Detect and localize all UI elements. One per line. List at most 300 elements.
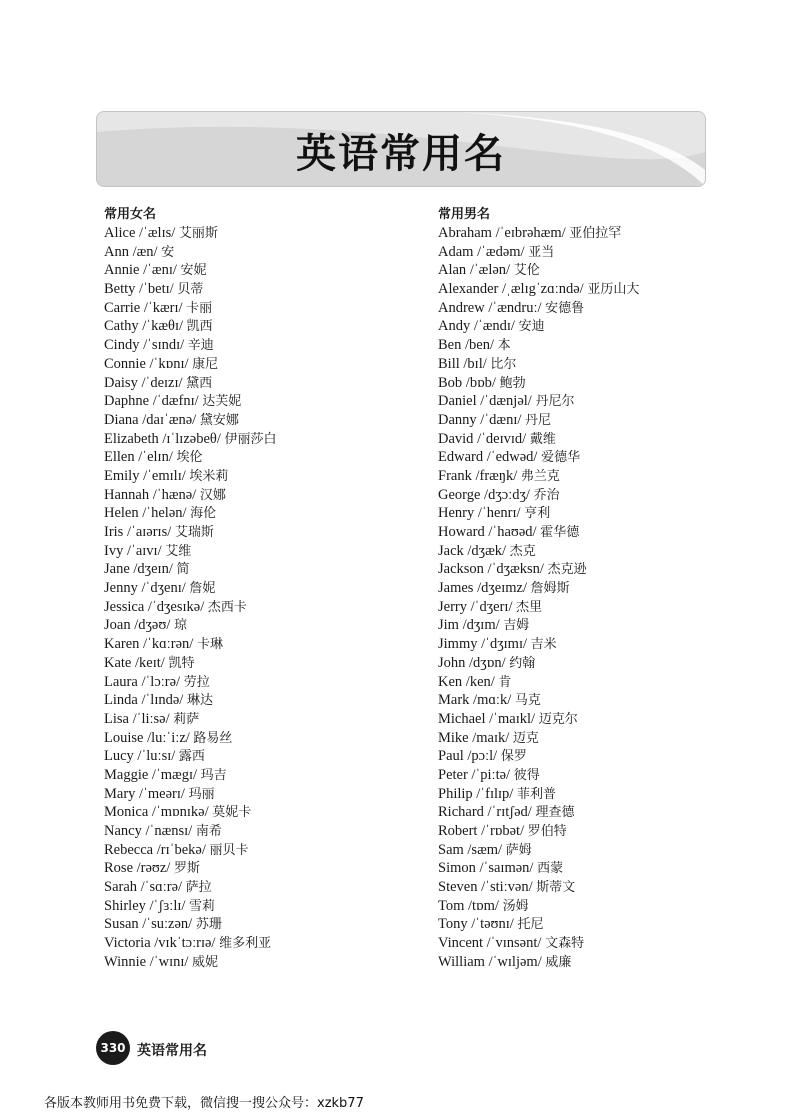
name-chinese: 露西	[178, 749, 205, 765]
name-english: Alexander	[438, 281, 499, 298]
name-chinese: 海伦	[190, 506, 217, 522]
name-phonetic: /dʒɒn/	[469, 654, 506, 671]
name-entry	[104, 448, 277, 467]
name-entry	[438, 915, 639, 934]
name-phonetic: /ˈdænɪ/	[480, 411, 522, 428]
name-english: Annie	[104, 262, 140, 279]
name-entry	[104, 841, 277, 860]
name-chinese: 本	[497, 338, 511, 354]
name-english: William	[438, 953, 485, 970]
name-english: Jimmy	[438, 636, 478, 653]
name-english: Daphne	[104, 393, 150, 410]
name-english: Paul	[438, 748, 464, 765]
name-chinese: 琼	[173, 618, 187, 634]
name-entry	[438, 467, 639, 486]
name-chinese: 辛迪	[187, 338, 214, 354]
name-phonetic: /ˈbetɪ/	[139, 281, 174, 298]
name-english: Jim	[438, 617, 459, 634]
name-entry	[438, 766, 639, 785]
name-phonetic: /dʒəʊ/	[134, 617, 171, 634]
name-english: David	[438, 430, 474, 447]
name-english: Diana	[104, 411, 139, 428]
name-phonetic: /ˈmɒnɪkə/	[151, 804, 209, 821]
name-chinese: 简	[176, 562, 190, 578]
name-phonetic: /ˈliːsə/	[132, 710, 170, 727]
name-english: Helen	[104, 505, 139, 522]
name-chinese: 莫妮卡	[212, 805, 252, 821]
name-phonetic: /ˈdʒɪmɪ/	[481, 636, 528, 653]
name-english: Richard	[438, 804, 484, 821]
name-phonetic: /vɪkˈtɔːrɪə/	[154, 935, 216, 952]
name-entry	[438, 859, 639, 878]
name-entry	[104, 392, 277, 411]
name-phonetic: /dʒæk/	[467, 542, 507, 559]
name-entry	[438, 280, 639, 299]
name-english: Maggie	[104, 766, 149, 783]
name-english: Ken	[438, 673, 463, 690]
name-entry	[438, 710, 639, 729]
name-chinese: 亚当	[528, 244, 555, 260]
name-chinese: 安德鲁	[545, 300, 585, 316]
name-chinese: 威廉	[545, 954, 572, 970]
name-english: Cindy	[104, 337, 140, 354]
name-english: Frank	[438, 467, 472, 484]
name-phonetic: /ˈænɪ/	[143, 262, 177, 279]
name-chinese: 杰克	[509, 543, 536, 559]
name-english: Daniel	[438, 393, 477, 410]
name-english: Susan	[104, 916, 139, 933]
name-english: Vincent	[438, 935, 484, 952]
footer-section-label: 英语常用名	[137, 1043, 207, 1059]
name-english: Karen	[104, 636, 140, 653]
name-english: Abraham	[438, 225, 492, 241]
name-phonetic: /ˈælɪs/	[139, 225, 176, 241]
name-chinese: 罗斯	[173, 861, 200, 877]
name-chinese: 汤姆	[502, 898, 529, 914]
name-chinese: 霍华德	[540, 525, 580, 540]
name-english: Sam	[438, 841, 464, 858]
name-entry	[104, 915, 277, 934]
name-entry	[104, 616, 277, 635]
name-chinese: 安妮	[180, 263, 207, 279]
name-chinese: 琳达	[186, 693, 213, 709]
name-entry	[438, 934, 639, 953]
name-english: Jane	[104, 561, 130, 578]
name-chinese: 埃伦	[176, 450, 203, 466]
name-chinese: 莉萨	[173, 711, 200, 727]
name-entry	[104, 710, 277, 729]
name-entry	[104, 336, 277, 355]
name-chinese: 安	[161, 244, 175, 260]
name-phonetic: /sæm/	[467, 841, 503, 858]
name-phonetic: /ˈstiːvən/	[481, 879, 533, 896]
name-english: Ben	[438, 337, 462, 354]
name-phonetic: /ˈdænjəl/	[480, 393, 532, 410]
name-phonetic: /ˈdʒæksn/	[487, 561, 544, 578]
name-english: George	[438, 486, 481, 503]
name-phonetic: /ˈsaɪmən/	[479, 860, 534, 877]
name-phonetic: /æn/	[132, 243, 158, 260]
name-phonetic: /ˈlɪndə/	[141, 692, 184, 709]
name-english: Ellen	[104, 449, 135, 466]
name-phonetic: /ˈkɑːrən/	[143, 636, 194, 653]
name-entry	[104, 430, 277, 449]
name-english: Kate	[104, 654, 132, 671]
male-names-column	[438, 205, 639, 972]
name-entry	[104, 747, 277, 766]
name-chinese: 彼得	[513, 767, 540, 783]
name-english: Jack	[438, 542, 464, 559]
name-phonetic: /ˈædəm/	[477, 243, 525, 260]
name-entry	[438, 635, 639, 654]
name-phonetic: /ˈlɔːrə/	[141, 673, 181, 690]
name-phonetic: /ˈsɪndɪ/	[143, 337, 185, 354]
name-english: Alice	[104, 225, 136, 241]
name-phonetic: /ˈdæfnɪ/	[152, 393, 199, 410]
name-phonetic: /dʒeɪn/	[133, 561, 173, 578]
name-entry	[438, 579, 639, 598]
name-phonetic: /ˈsɑːrə/	[140, 879, 183, 896]
female-names-list	[104, 224, 277, 972]
name-english: Michael	[438, 710, 486, 727]
name-phonetic: /maɪk/	[472, 729, 510, 746]
name-chinese: 亚历山大	[587, 282, 640, 298]
name-chinese: 丹尼	[525, 412, 552, 428]
name-chinese: 卡丽	[186, 300, 213, 316]
name-phonetic: /ˈkɒnɪ/	[149, 355, 189, 372]
name-phonetic: /ˈmaɪkl/	[489, 710, 536, 727]
name-english: Andrew	[438, 299, 485, 316]
name-phonetic: /ˈkæθɪ/	[142, 318, 184, 335]
name-chinese: 西蒙	[537, 861, 564, 877]
name-phonetic: /ˈwɪljəm/	[488, 953, 542, 970]
name-english: Winnie	[104, 953, 147, 970]
name-phonetic: /ˈtəʊnɪ/	[471, 916, 514, 933]
name-entry	[438, 430, 639, 449]
name-chinese: 南希	[195, 824, 222, 839]
name-entry	[104, 374, 277, 393]
name-chinese: 伊丽莎白	[224, 431, 277, 447]
name-phonetic: /ˈvɪnsənt/	[486, 935, 542, 952]
name-phonetic: /ˈʃɜːlɪ/	[149, 897, 186, 914]
name-entry	[104, 729, 277, 748]
name-chinese: 康尼	[192, 356, 219, 372]
name-phonetic: /ˈændɪ/	[473, 318, 515, 335]
name-entry	[104, 766, 277, 785]
name-chinese: 凯西	[186, 319, 213, 335]
name-entry	[438, 729, 639, 748]
name-phonetic: /ˈændruː/	[488, 299, 542, 316]
name-english: Lisa	[104, 710, 129, 727]
name-entry	[104, 803, 277, 822]
name-english: Alan	[438, 262, 467, 279]
name-english: Sarah	[104, 879, 138, 896]
name-chinese: 丹尼尔	[535, 394, 575, 410]
name-entry	[104, 598, 277, 617]
name-entry	[438, 897, 639, 916]
name-entry	[438, 878, 639, 897]
name-entry	[438, 691, 639, 710]
name-phonetic: /pɔːl/	[467, 748, 498, 765]
name-entry	[104, 897, 277, 916]
page-title: 英语常用名	[296, 131, 506, 177]
name-chinese: 威妮	[192, 954, 219, 970]
name-entry	[104, 411, 277, 430]
name-entry	[438, 542, 639, 561]
name-phonetic: /rɪˈbekə/	[156, 841, 206, 858]
name-phonetic: /dʒɔːdʒ/	[484, 486, 530, 503]
name-entry	[438, 673, 639, 692]
name-phonetic: /bɒb/	[465, 374, 496, 391]
name-english: Nancy	[104, 823, 142, 839]
name-english: Jenny	[104, 580, 138, 597]
name-chinese: 吉姆	[503, 618, 530, 634]
watermark-text: 各版本教师用书免费下载，微信搜一搜公众号：xzkb77	[44, 1096, 364, 1111]
name-chinese: 乔治	[533, 487, 560, 503]
name-english: Danny	[438, 411, 477, 428]
name-english: Carrie	[104, 299, 141, 316]
name-chinese: 艾伦	[513, 263, 540, 279]
name-entry	[438, 785, 639, 804]
name-chinese: 埃米莉	[189, 468, 229, 484]
name-english: Shirley	[104, 897, 146, 914]
name-entry	[104, 654, 277, 673]
name-english: John	[438, 654, 466, 671]
name-chinese: 艾瑞斯	[174, 525, 214, 540]
name-entry	[104, 224, 277, 243]
name-phonetic: /ken/	[465, 673, 495, 690]
name-entry	[104, 822, 277, 841]
name-entry	[104, 261, 277, 280]
name-english: Robert	[438, 823, 478, 839]
name-phonetic: /ˈeɪbrəhæm/	[495, 225, 566, 241]
name-phonetic: /ˈhaʊəd/	[488, 524, 537, 540]
name-english: Victoria	[104, 935, 151, 952]
name-chinese: 萨拉	[185, 880, 212, 896]
name-entry	[438, 224, 639, 243]
name-entry	[104, 579, 277, 598]
name-entry	[438, 411, 639, 430]
name-entry	[104, 317, 277, 336]
name-chinese: 路易丝	[193, 730, 233, 746]
name-phonetic: /ˈhelən/	[142, 505, 187, 522]
name-phonetic: /ˈkærɪ/	[143, 299, 183, 316]
name-phonetic: /ˌælɪgˈzɑːndə/	[502, 281, 584, 298]
name-chinese: 黛安娜	[199, 412, 239, 428]
name-chinese: 詹姆斯	[530, 581, 570, 597]
name-english: Monica	[104, 804, 149, 821]
name-entry	[438, 243, 639, 262]
name-entry	[438, 841, 639, 860]
name-chinese: 文森特	[545, 936, 585, 952]
page-number-badge: 330	[96, 1031, 130, 1065]
name-entry	[438, 598, 639, 617]
name-chinese: 贝蒂	[177, 282, 204, 298]
name-entry	[104, 878, 277, 897]
name-entry	[438, 392, 639, 411]
female-names-heading: 常用女名	[104, 207, 157, 222]
name-entry	[104, 280, 277, 299]
name-phonetic: /ˈaɪvɪ/	[126, 542, 162, 559]
name-entry	[104, 635, 277, 654]
name-english: Ivy	[104, 542, 124, 559]
name-phonetic: /tɒm/	[468, 897, 499, 914]
name-phonetic: /ˈmeərɪ/	[139, 785, 185, 802]
name-chinese: 玛吉	[200, 767, 227, 783]
name-chinese: 迈克	[512, 730, 539, 746]
name-chinese: 杰西卡	[207, 599, 247, 615]
name-english: Betty	[104, 281, 136, 298]
name-entry	[438, 822, 639, 841]
name-chinese: 汉娜	[199, 487, 226, 503]
name-entry	[104, 953, 277, 972]
name-phonetic: /luːˈiːz/	[147, 729, 190, 746]
name-entry	[438, 803, 639, 822]
name-chinese: 爱德华	[541, 450, 581, 466]
name-phonetic: /ˈemɪlɪ/	[143, 467, 186, 484]
name-entry	[104, 355, 277, 374]
name-phonetic: /ˈdʒenɪ/	[141, 580, 186, 597]
name-entry	[104, 243, 277, 262]
name-entry	[104, 859, 277, 878]
name-chinese: 肯	[498, 674, 512, 690]
name-chinese: 斯蒂文	[536, 880, 576, 896]
name-chinese: 丽贝卡	[209, 842, 249, 858]
name-phonetic: /ɪˈlɪzəbeθ/	[162, 430, 221, 447]
name-chinese: 艾维	[165, 543, 192, 559]
name-phonetic: /fræŋk/	[475, 467, 518, 484]
title-banner	[96, 111, 706, 187]
name-phonetic: /ˈdeɪvɪd/	[477, 430, 527, 447]
name-chinese: 萨姆	[505, 842, 532, 858]
name-entry	[438, 523, 639, 542]
name-entry	[104, 523, 277, 542]
name-english: Jessica	[104, 598, 145, 615]
name-english: Louise	[104, 729, 144, 746]
name-phonetic: /daɪˈænə/	[142, 411, 197, 428]
name-phonetic: /ˈnænsɪ/	[145, 823, 193, 839]
name-entry	[438, 654, 639, 673]
name-chinese: 迈克尔	[538, 711, 578, 727]
name-chinese: 达芙妮	[202, 394, 242, 410]
name-phonetic: /mɑːk/	[473, 692, 512, 709]
name-phonetic: /ˈælən/	[469, 262, 511, 279]
name-entry	[438, 560, 639, 579]
name-phonetic: /dʒɪm/	[462, 617, 500, 634]
name-entry	[104, 486, 277, 505]
name-chinese: 艾丽斯	[178, 226, 218, 241]
name-phonetic: /ˈedwəd/	[486, 449, 538, 466]
name-english: Peter	[438, 766, 468, 783]
name-entry	[438, 261, 639, 280]
name-english: Daisy	[104, 374, 138, 391]
name-english: Mike	[438, 729, 469, 746]
name-entry	[104, 542, 277, 561]
name-phonetic: /ˈelɪn/	[138, 449, 173, 466]
name-english: Steven	[438, 879, 478, 896]
name-english: James	[438, 580, 474, 597]
name-entry	[438, 299, 639, 318]
name-phonetic: /ˈdeɪzɪ/	[141, 374, 183, 391]
name-chinese: 保罗	[500, 749, 527, 765]
name-chinese: 鲍勃	[499, 375, 526, 391]
name-phonetic: /ˈdʒesɪkə/	[147, 598, 205, 615]
name-chinese: 黛西	[186, 375, 213, 391]
name-entry	[438, 336, 639, 355]
name-chinese: 戴维	[529, 431, 556, 447]
name-english: Bob	[438, 374, 463, 391]
name-english: Adam	[438, 243, 474, 260]
name-chinese: 托尼	[517, 917, 544, 933]
female-names-column	[104, 205, 277, 972]
name-english: Elizabeth	[104, 430, 159, 447]
name-entry	[438, 448, 639, 467]
name-chinese: 杰克逊	[547, 562, 587, 578]
name-english: Simon	[438, 860, 476, 877]
name-english: Emily	[104, 467, 140, 484]
name-entry	[104, 560, 277, 579]
name-entry	[438, 616, 639, 635]
name-chinese: 劳拉	[183, 674, 210, 690]
name-phonetic: /ˈhænə/	[152, 486, 197, 503]
name-entry	[438, 317, 639, 336]
name-english: Tom	[438, 897, 465, 914]
name-english: Tony	[438, 916, 468, 933]
name-english: Hannah	[104, 486, 150, 503]
name-phonetic: /ˈpiːtə/	[471, 766, 511, 783]
name-chinese: 比尔	[490, 356, 517, 372]
name-phonetic: /keɪt/	[135, 654, 165, 671]
name-chinese: 凯特	[168, 655, 195, 671]
male-names-list	[438, 224, 639, 972]
male-names-heading: 常用男名	[438, 207, 491, 222]
name-english: Edward	[438, 449, 484, 466]
name-phonetic: /ˈrɒbət/	[481, 823, 525, 839]
name-phonetic: /ˈsuːzən/	[142, 916, 193, 933]
name-phonetic: /dʒeɪmz/	[477, 580, 527, 597]
name-phonetic: /bɪl/	[463, 355, 487, 372]
name-entry	[104, 504, 277, 523]
name-phonetic: /rəʊz/	[136, 860, 171, 877]
name-english: Rose	[104, 860, 133, 877]
name-chinese: 亚伯拉罕	[569, 226, 622, 241]
name-chinese: 詹妮	[189, 581, 216, 597]
name-phonetic: /ˈmægɪ/	[151, 766, 198, 783]
name-chinese: 理查德	[535, 805, 575, 821]
name-english: Howard	[438, 524, 485, 540]
name-english: Linda	[104, 692, 138, 709]
name-entry	[438, 355, 639, 374]
name-english: Mary	[104, 785, 136, 802]
name-entry	[104, 934, 277, 953]
name-english: Mark	[438, 692, 470, 709]
name-english: Ann	[104, 243, 129, 260]
name-chinese: 弗兰克	[520, 468, 560, 484]
name-phonetic: /ˈhenrɪ/	[477, 505, 521, 522]
name-phonetic: /ˈwɪnɪ/	[149, 953, 189, 970]
name-entry	[104, 299, 277, 318]
name-english: Jerry	[438, 598, 467, 615]
name-entry	[438, 504, 639, 523]
name-english: Andy	[438, 318, 471, 335]
name-phonetic: /ˈluːsɪ/	[137, 748, 176, 765]
name-english: Lucy	[104, 748, 134, 765]
name-chinese: 约翰	[509, 655, 536, 671]
name-phonetic: /ben/	[464, 337, 494, 354]
name-english: Philip	[438, 785, 473, 802]
name-chinese: 维多利亚	[219, 936, 272, 952]
name-phonetic: /ˈrɪtʃəd/	[487, 804, 532, 821]
